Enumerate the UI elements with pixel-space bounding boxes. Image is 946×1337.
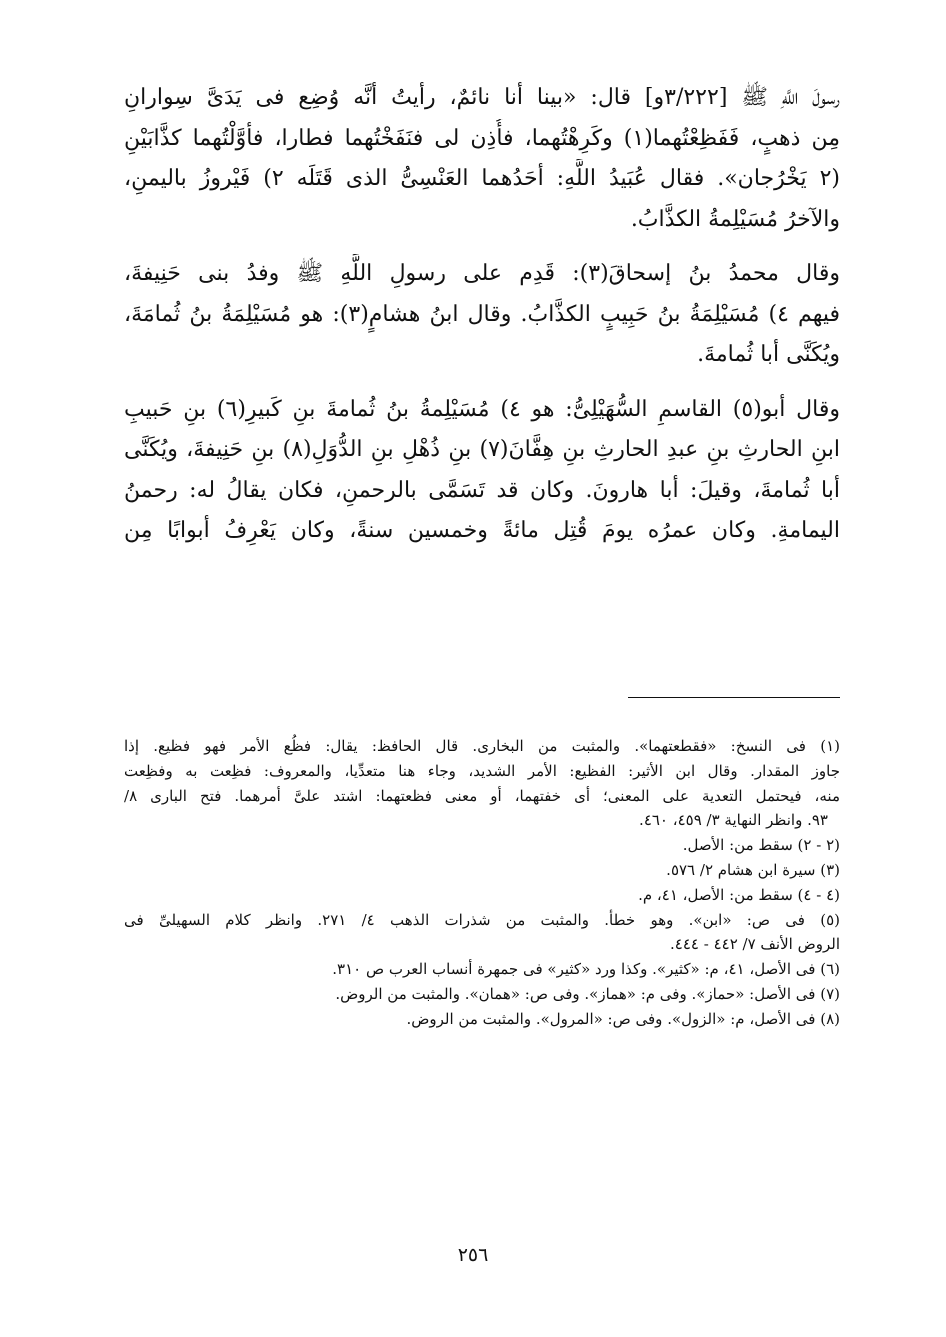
text-line: (٢ يَخْرُجان». فقال عُبَيدُ اللَّهِ: أحَدُهما العَنْسِىُّ الذى قَتَلَه ٢) فَيْروزُ باليمنِ، xyxy=(124,166,840,191)
footnote-line: (٧) فى الأصل: «حماز». وفى م: «هماز». وفى ص: «همان». والمثبت من الروض. xyxy=(335,984,840,1003)
paragraph xyxy=(124,390,840,552)
footnote-line: (٥) فى ص: «ابن». وهو خطأ. والمثبت من شذرات الذهب ٤/ ٢٧١. وانظر كلام السهيلىِّ فى xyxy=(124,910,840,929)
text-line: والآخرُ مُسَيْلِمةُ الكذَّابُ. xyxy=(630,206,840,232)
text-line: مِن ذهبٍ، فَفَظِعْتُهما(١) وكَرِهْتُهما، فأُذِن لى فنَفَخْتُهما فطارا، فأوَّلْتُهما كذَّابَيْنِ xyxy=(124,125,840,151)
text-line: ويُكَنَّى أبا ثُمامةَ. xyxy=(697,342,840,367)
footnote-line: (٦) فى الأصل، ٤١، م: «كثير». وكذا ورد «كثير» فى جمهرة أنساب العرب ص ٣١٠. xyxy=(332,960,840,979)
text-line: فيهم ٤) مُسَيْلِمَةُ بنُ حَبِيبٍ الكذَّابُ. وقال ابنُ هشامٍ(٣): هو مُسَيْلِمَةُ بنُ ثُمامَةَ، xyxy=(124,301,840,327)
footnote-line: (٤ - ٤) سقط من: الأصل، ٤١، م. xyxy=(638,885,840,904)
text-line: رسولَ اللَّهِ ﷺ [٣/٢٢٢و] قال: «بينا أنا نائمٌ، رأيتُ أنَّه وُضِع فى يَدَىَّ سِوارانِ xyxy=(124,85,840,110)
text-line: ابنِ الحارثِ بنِ عبدِ الحارثِ بنِ هِفَّانَ(٧) بنِ ذُهْلِ بنِ الدُّوَلِ(٨) بنِ حَنِيفةَ، ويُكَنَّى xyxy=(124,437,840,462)
text-line: اليمامةِ. وكان عمرُه يومَ قُتِل مائةً وخمسين سنةً، وكان يَعْرِفُ أبوابًا مِن xyxy=(124,518,840,543)
footnote-line: منه، فيحتمل التعدية على المعنى؛ أى خفتهما، أو معنى فظعتهما: اشتد علىَّ أمرهما. فتح البارى ٨/ xyxy=(124,786,840,805)
footnote-line: (٣) سيرة ابن هشام ٢/ ٥٧٦. xyxy=(666,860,840,879)
footnote-line: جاوز المقدار. وقال ابن الأثير: الفظيع: الأمر الشديد، وجاء هنا متعدِّيا، والمعروف: فظِعت به وفظِعت xyxy=(124,761,840,780)
page-number: ٢٥٦ xyxy=(457,1244,489,1266)
footnote-line: الروض الأنف ٧/ ٤٤٢ - ٤٤٤. xyxy=(670,935,840,954)
footnote-line: ٩٣. وانظر النهاية ٣/ ٤٥٩، ٤٦٠. xyxy=(639,811,828,830)
paragraph xyxy=(124,254,840,376)
text-line: وقال محمدُ بنُ إسحاقَ(٣): قَدِم على رسولِ اللَّهِ ﷺ وفدُ بنى حَنِيفةَ، xyxy=(124,261,840,286)
footnote-separator xyxy=(628,697,840,698)
footnotes xyxy=(124,734,840,1032)
footnote-line: (١) فى النسخ: «فقطعتهما». والمثبت من البخارى. قال الحافظ: يقال: فظُع الأمر فهو فظيع. إذا xyxy=(124,737,840,755)
footnote-line: (٨) فى الأصل، م: «الزول». وفى ص: «المرول». والمثبت من الروض. xyxy=(406,1009,840,1028)
text-line: أبا ثُمامةَ، وقيلَ: أبا هارونَ. وكان قد تَسَمَّى بالرحمنِ، فكان يقالُ له: رحمنُ xyxy=(124,477,840,503)
paragraph xyxy=(124,78,840,240)
main-text xyxy=(124,78,840,566)
text-line: وقال أبو(٥) القاسمِ السُّهَيْلِىُّ: هو ٤) مُسَيْلِمةُ بنُ ثُمامةَ بنِ كَبيرِ(٦) بنِ حَبيبِ xyxy=(124,396,840,422)
footnote-line: (٢ - ٢) سقط من: الأصل. xyxy=(682,836,840,855)
